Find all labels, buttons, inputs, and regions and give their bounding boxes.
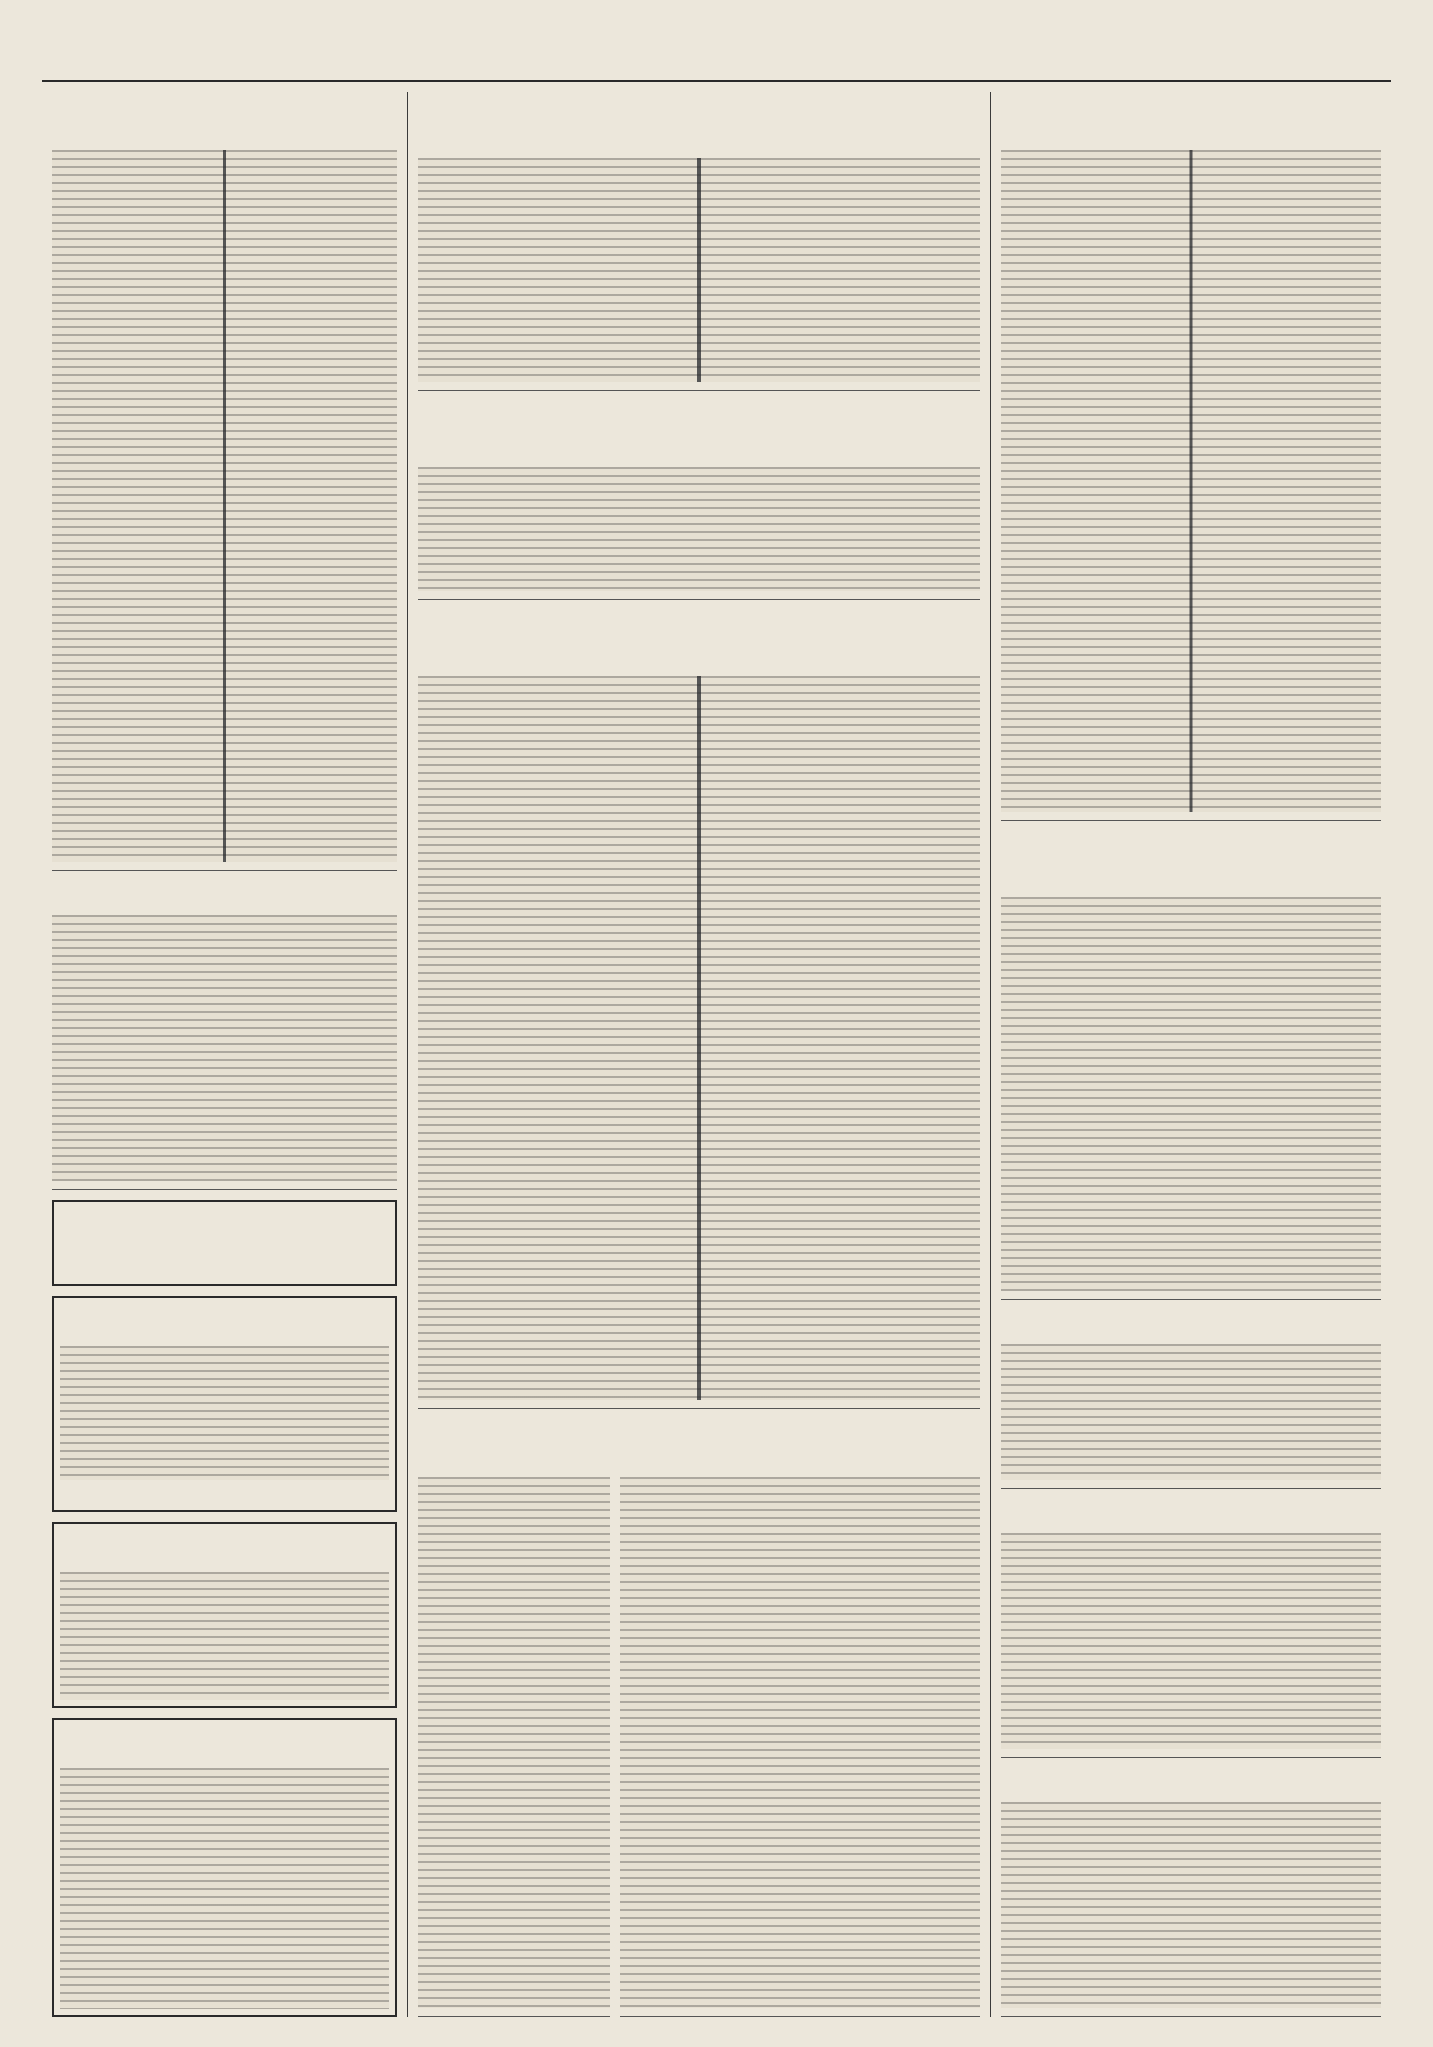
article-body [418,1477,610,2008]
article-radio-moscow [620,1419,980,2017]
ad-thanks [52,1718,397,2017]
column-right [991,92,1391,2017]
article-headline [1001,1310,1381,1338]
article-headline [418,1419,610,1447]
article-headline [620,1419,980,1447]
article-subhead [620,1453,980,1471]
ad-pharmacist [52,1200,397,1286]
article-tudeh-activity [52,92,397,871]
article-body [52,150,397,862]
article-headline [418,610,980,646]
article-body [418,158,980,382]
column-left [42,92,408,2017]
column-center [408,92,991,2017]
ad-title [60,1530,389,1566]
article-headline [1001,1768,1381,1796]
article-un-delegate [52,881,397,1190]
article-czech-centers [1001,1499,1381,1758]
center-lower-row [418,1419,980,2017]
ad-body [60,1768,389,2009]
article-body [1001,897,1381,1291]
article-body [620,1477,980,2008]
ad-scabies [52,1522,397,1708]
article-princess-fathiya [418,401,980,600]
article-nazi-arrest [1001,1768,1381,2017]
masthead [42,40,1391,82]
article-headline [418,92,980,128]
article-body [418,676,980,1400]
article-world-politics [418,610,980,1409]
article-headline [52,881,397,909]
article-headline [1001,92,1381,120]
article-subhead [418,652,980,670]
article-senator-accuses [418,92,980,391]
ad-company [60,1486,389,1504]
ad-title [60,1304,389,1340]
ad-title [60,1726,389,1762]
article-foreign-ministers [418,1419,610,2017]
article-headline [418,401,980,437]
article-subhead [52,126,397,144]
article-body [52,915,397,1181]
article-truman-aid [1001,831,1381,1300]
article-body [1001,1533,1381,1749]
ad-body [60,1572,389,1700]
ad-body [60,1346,389,1480]
article-subhead [418,134,980,152]
ad-notice [52,1296,397,1512]
article-subhead [1001,831,1381,849]
article-body [1001,1344,1381,1480]
article-headline [1001,1499,1381,1527]
article-headline [52,92,397,120]
article-headline [1001,855,1381,891]
article-hiller-wedding [1001,92,1381,821]
article-body [1001,1802,1381,2008]
article-body [418,467,980,591]
article-subhead [418,443,980,461]
column-layout [42,92,1391,2017]
article-subhead [1001,126,1381,144]
ad-title [60,1208,389,1244]
article-subhead [418,1453,610,1471]
article-body [1001,150,1381,812]
article-arab-israel [1001,1310,1381,1489]
